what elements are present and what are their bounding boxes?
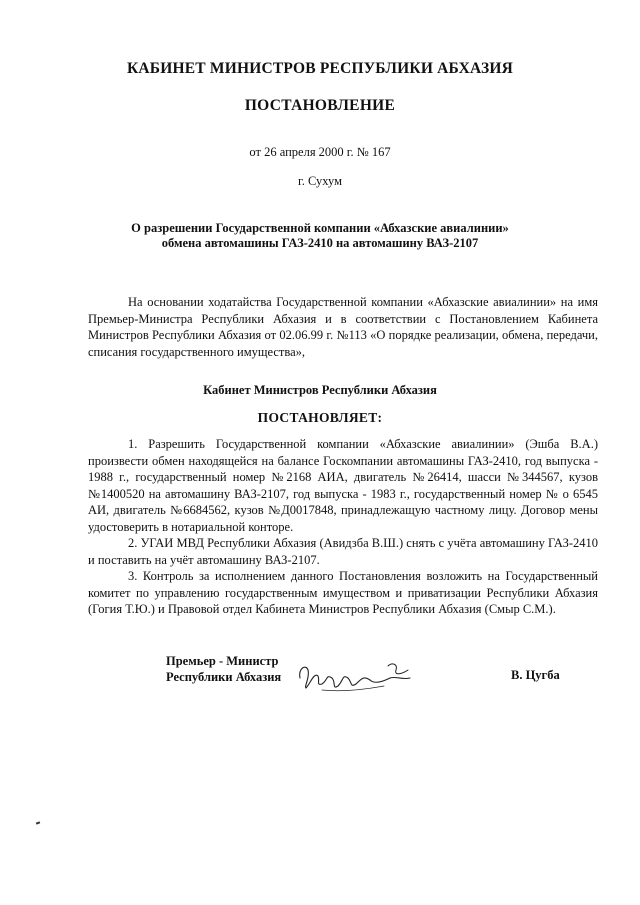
resolution-item-3: 3. Контроль за исполнением данного Постановления возложить на Государственный комитет по управлению государственным имуществом и приватизации Республики Абхазия (Гогия Т.Ю.) и Правовой отдел Кабинета Министров Республики Абхазия (Смыр С.М.). [88,569,598,616]
preamble-paragraph [88,294,598,360]
signatory-title-line-2: Республики Абхазия [166,670,282,684]
preamble-text: На основании ходатайства Государственной компании «Абхазские авиалинии» на имя Премьер-Министра Республики Абхазия и в соответствии с Постановлением Кабинета Министров Республики Абхазия от 02.06.99 г. №113 «О порядке реализации, обмена, передачи, списания государственного имущества», [88,295,598,359]
document-type: ПОСТАНОВЛЕНИЕ [244,97,396,114]
date-number: от 26 апреля 2000 г. № 167 [249,145,391,159]
resolves-heading: ПОСТАНОВЛЯЕТ: [257,410,383,425]
signatory-title-line-1: Премьер - Министр [166,654,279,668]
city: г. Сухум [297,174,342,188]
signatory-title [166,653,281,685]
cabinet-line: Кабинет Министров Республики Абхазия [203,383,437,397]
organization-title: КАБИНЕТ МИНИСТРОВ РЕСПУБЛИКИ АБХАЗИЯ [126,60,514,77]
resolution-item-1: 1. Разрешить Государственной компании «Абхазские авиалинии» (Эшба В.А.) произвести обмен находящейся на балансе Госкомпании автомашины ГАЗ-2410, год выпуска - 1988 г., государственный номер №2168 АИА, двигатель №26414, шасси №344567, кузов №1400520 на автомашину ВАЗ-2107, год выпуска - 1983 г., государственный номер № о 6545 АИ, двигатель №6684562, кузов №Д0017848, принадлежащую частному лицу. Договор мены удостоверить в нотариальной конторе. [88,437,598,534]
signatory-name: В. Цугба [511,668,560,682]
subject-line-2: обмена автомашины ГАЗ-2410 на автомашину ВАЗ-2107 [161,236,479,250]
subject-heading [0,221,640,251]
subject-line-1: О разрешении Государственной компании «Абхазские авиалинии» [131,221,509,235]
resolution-items [88,436,598,618]
resolution-item-2: 2. УГАИ МВД Республики Абхазия (Авидзба В.Ш.) снять с учёта автомашину ГАЗ-2410 и поставить на учёт автомашину ВАЗ-2107. [88,536,598,567]
scan-speck [36,821,40,824]
handwritten-signature [292,656,422,696]
